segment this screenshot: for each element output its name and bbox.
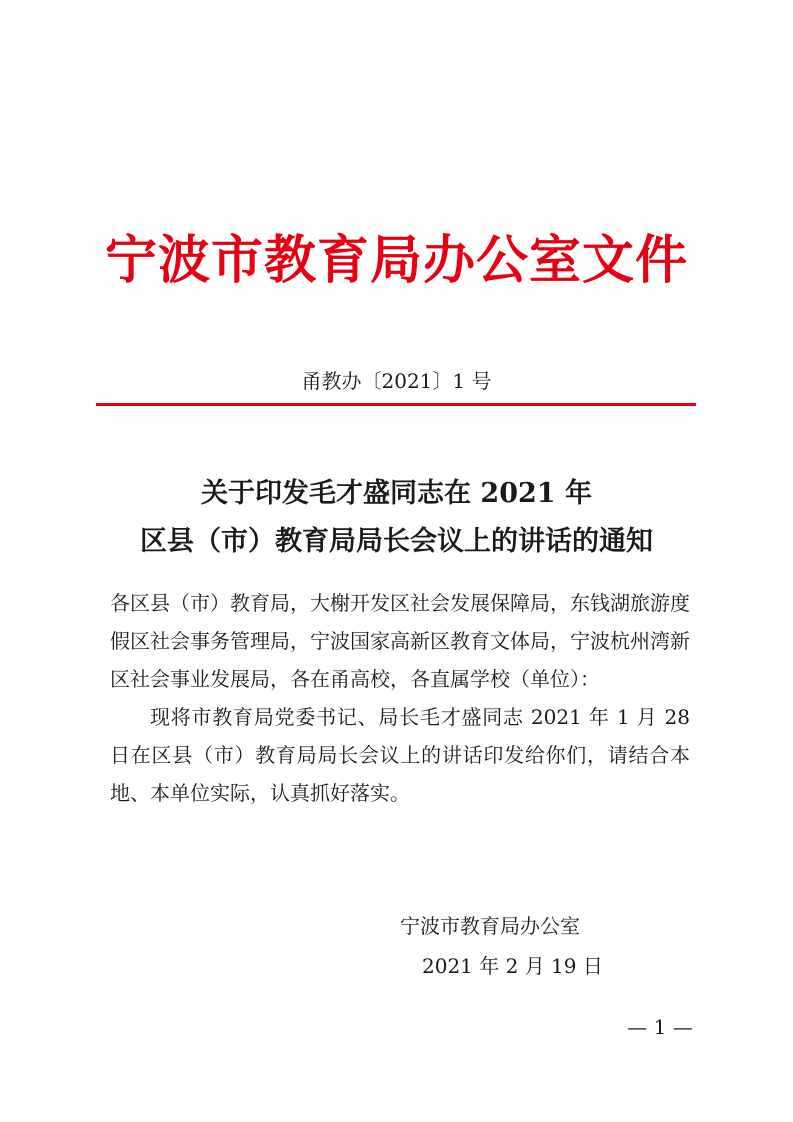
document-header-title: 宁波市教育局办公室文件 [104,231,688,291]
page-number: — 1 — [627,1015,693,1039]
notice-title [0,470,793,566]
signature-organization: 宁波市教育局办公室 [400,914,580,938]
notice-title-line-1: 关于印发毛才盛同志在 2021 年 [201,478,592,509]
document-number: 甬教办〔2021〕1 号 [301,369,492,393]
signature-block [400,906,620,986]
main-paragraph: 现将市教育局党委书记、局长毛才盛同志 2021 年 1 月 28 日在区县（市）教育局局长会议上的讲话印发给你们，请结合本地、本单位实际，认真抓好落实。 [110,705,690,805]
notice-title-line-2: 区县（市）教育局局长会议上的讲话的通知 [140,526,653,557]
red-divider-line [96,403,696,406]
signature-date: 2021 年 2 月 19 日 [422,954,603,978]
recipients-paragraph: 各区县（市）教育局，大榭开发区社会发展保障局，东钱湖旅游度假区社会事务管理局，宁波国家高新区教育文体局，宁波杭州湾新区社会事业发展局，各在甬高校，各直属学校（单位）： [110,591,690,691]
notice-body [110,584,690,812]
